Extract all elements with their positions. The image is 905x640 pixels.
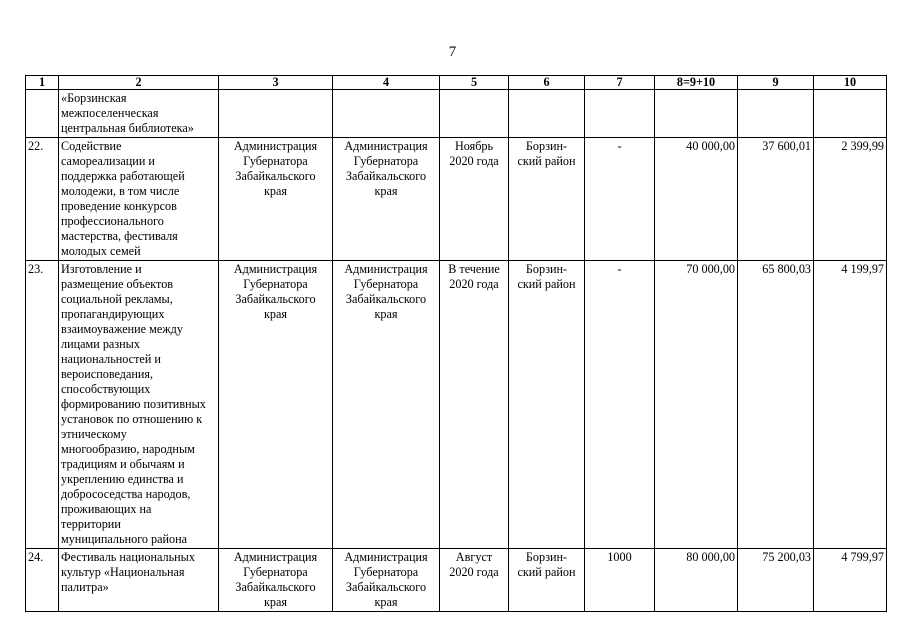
event-name-line: Содействие [61,139,122,153]
co-executor-line: Администрация [344,139,428,153]
page-number: 7 [448,44,457,60]
event-name-line: самореализации и [61,154,155,168]
event-area-line: Борзин- [525,262,568,276]
event-name-line: межпоселенческая [61,106,159,120]
header-cell: 1 [26,76,59,90]
event-name-line: проживающих на [61,502,152,516]
total-amount: 70 000,00 [655,261,738,549]
responsible-executor-line: Губернатора [243,154,308,168]
event-name-line: молодых семей [61,244,141,258]
event-area-line: ский район [517,154,576,168]
header-cell: 2 [59,76,219,90]
event-date [440,549,509,612]
event-name-line: Фестиваль национальных [61,550,195,564]
co-executor-line: Губернатора [353,277,419,291]
total-amount: 80 000,00 [655,549,738,612]
event-name-line: муниципального района [61,532,188,546]
co-executor [333,549,440,612]
event-name-line: традициям и обычаям и [61,457,185,471]
event-name [59,549,219,612]
event-name-line: поддержка работающей [61,169,185,183]
row-number: 24. [26,549,59,612]
federal-amount [738,90,814,138]
co-executor [333,90,440,138]
event-name-line: вероисповедания, [61,367,154,381]
co-executor-line: Забайкальского [345,580,427,594]
co-executor-line: Администрация [344,262,428,276]
event-area [509,138,585,261]
event-date-line: Август [455,550,493,564]
event-name-line: молодежи, в том числе [61,184,180,198]
event-date [440,261,509,549]
participants-count: - [585,261,655,549]
event-name-line: взаимоуважение между [61,322,183,336]
event-name-line: добрососедства народов, [61,487,191,501]
table-row [26,90,887,138]
table-row [26,138,887,261]
total-amount: 40 000,00 [655,138,738,261]
row-number: 22. [26,138,59,261]
event-date-line: 2020 года [449,277,499,291]
event-name-line: многообразию, народным [61,442,195,456]
header-cell: 7 [585,76,655,90]
responsible-executor [219,90,333,138]
event-name-line: установок по отношению к [61,412,203,426]
event-name-line: социальной рекламы, [61,292,173,306]
federal-amount: 37 600,01 [738,138,814,261]
event-name-line: территории [61,517,121,531]
event-date-line: 2020 года [449,154,499,168]
event-name-line: формированию позитивных [61,397,206,411]
event-date-line: 2020 года [449,565,499,579]
event-area [509,90,585,138]
responsible-executor-line: Губернатора [243,565,308,579]
header-cell: 9 [738,76,814,90]
event-name [59,261,219,549]
event-name-line: способствующих [61,382,151,396]
event-name-line: культур «Национальная [61,565,185,579]
event-name-line: размещение объектов [61,277,174,291]
responsible-executor [219,261,333,549]
responsible-executor-line: Администрация [233,262,318,276]
header-cell: 6 [509,76,585,90]
event-area [509,261,585,549]
co-executor-line: края [374,595,398,609]
responsible-executor-line: края [263,184,288,198]
event-date [440,90,509,138]
event-date [440,138,509,261]
row-number [26,90,59,138]
responsible-executor-line: края [263,307,288,321]
total-amount [655,90,738,138]
header-cell: 5 [440,76,509,90]
event-name-line: этническому [61,427,127,441]
regional-amount: 2 399,99 [814,138,887,261]
co-executor [333,261,440,549]
header-row [26,76,887,90]
row-number: 23. [26,261,59,549]
event-area-line: ский район [517,277,576,291]
event-name-line: укреплению единства и [61,472,184,486]
event-area-line: Борзин- [525,139,568,153]
responsible-executor-line: Администрация [233,139,318,153]
event-name [59,138,219,261]
co-executor-line: Забайкальского [345,292,427,306]
event-name-line: «Борзинская [61,91,127,105]
event-name-line: пропагандирующих [61,307,165,321]
co-executor-line: Губернатора [353,154,419,168]
event-name-line: мастерства, фестиваля [61,229,178,243]
event-area-line: Борзин- [525,550,568,564]
header-cell: 8=9+10 [655,76,738,90]
responsible-executor-line: Губернатора [243,277,308,291]
regional-amount [814,90,887,138]
responsible-executor-line: края [263,595,288,609]
event-name-line: Изготовление и [61,262,142,276]
responsible-executor-line: Администрация [233,550,318,564]
responsible-executor-line: Забайкальского [235,580,316,594]
table-row [26,261,887,549]
event-name-line: национальностей и [61,352,161,366]
co-executor [333,138,440,261]
header-cell: 3 [219,76,333,90]
responsible-executor [219,138,333,261]
co-executor-line: Забайкальского [345,169,427,183]
header-cell: 4 [333,76,440,90]
event-name-line: палитра» [61,580,109,594]
regional-amount: 4 799,97 [814,549,887,612]
table-row [26,549,887,612]
event-name-line: лицами разных [61,337,140,351]
event-name-line: профессионального [61,214,164,228]
participants-count: - [585,138,655,261]
plan-table [25,75,887,612]
co-executor-line: Губернатора [353,565,419,579]
participants-count [585,90,655,138]
event-area-line: ский район [517,565,576,579]
event-name-line: проведение конкурсов [61,199,177,213]
event-area [509,549,585,612]
responsible-executor-line: Забайкальского [235,292,316,306]
federal-amount: 65 800,03 [738,261,814,549]
event-date-line: В течение [448,262,500,276]
regional-amount: 4 199,97 [814,261,887,549]
event-name [59,90,219,138]
responsible-executor [219,549,333,612]
event-name-line: центральная библиотека» [61,121,194,135]
co-executor-line: края [374,184,398,198]
event-date-line: Ноябрь [454,139,494,153]
co-executor-line: Администрация [344,550,428,564]
participants-count: 1000 [585,549,655,612]
responsible-executor-line: Забайкальского [235,169,316,183]
co-executor-line: края [374,307,398,321]
federal-amount: 75 200,03 [738,549,814,612]
header-cell: 10 [814,76,887,90]
